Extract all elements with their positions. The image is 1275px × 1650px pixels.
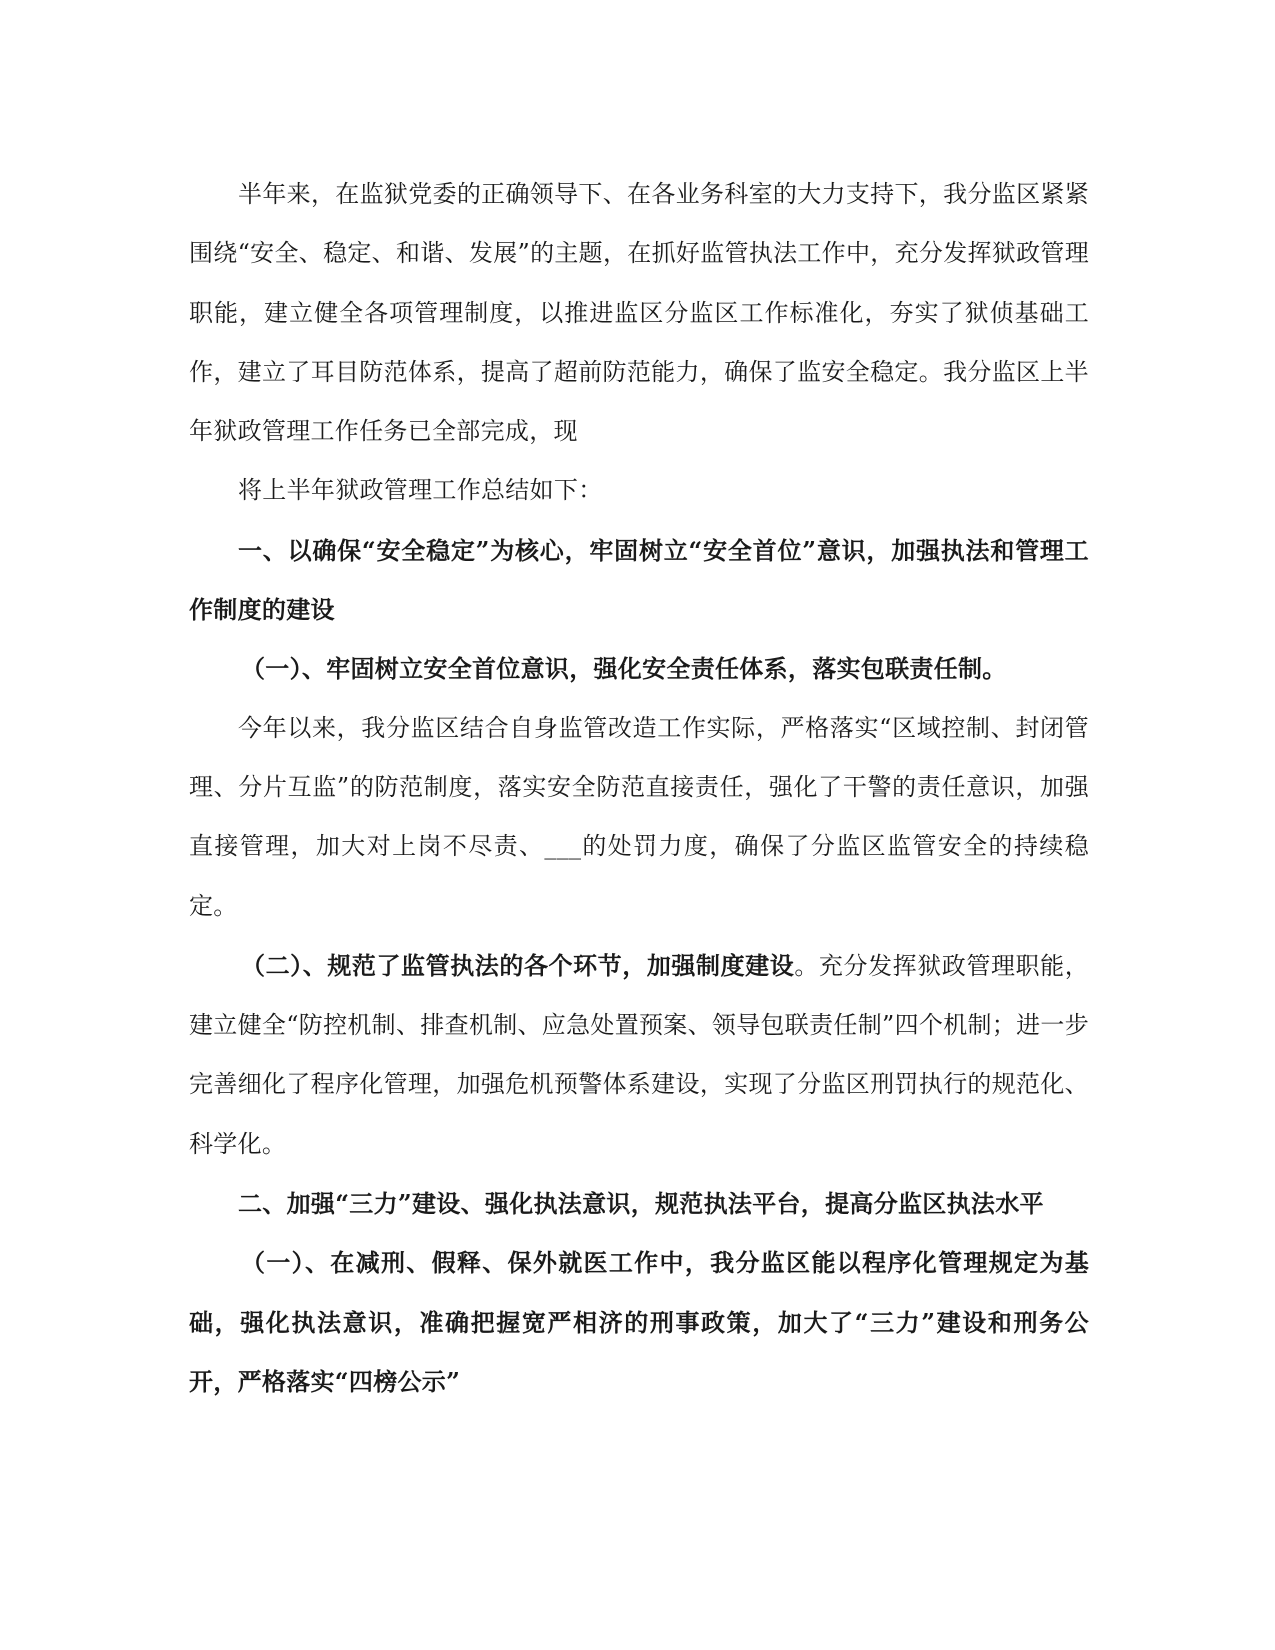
intro-paragraph: 半年来，在监狱党委的正确领导下、在各业务科室的大力支持下，我分监区紧紧围绕“安全、稳定、和谐、发展”的主题，在抓好监管执法工作中，充分发挥狱政管理职能，建立健全各项管理制度，以推进监区分监区工作标准化，夯实了狱侦基础工作，建立了耳目防范体系，提高了超前防范能力，确保了监安全稳定。我分监区上半年狱政管理工作任务已全部完成，现	[189, 180, 1089, 446]
subsection-heading-2-1: （一）、在减刑、假释、保外就医工作中，我分监区能以程序化管理规定为基础，强化执法意识，准确把握宽严相济的刑事政策，加大了“三力”建设和刑务公开，严格落实“四榜公示”	[189, 1248, 1089, 1396]
subsection-body-1-2: 。充分发挥狱政管理职能，建立健全“防控机制、排查机制、应急处置预案、领导包联责任制”四个机制；进一步完善细化了程序化管理，加强危机预警体系建设，实现了分监区刑罚执行的规范化、科学化。	[189, 951, 1089, 1158]
body-paragraph-1-1: 今年以来，我分监区结合自身监管改造工作实际，严格落实“区域控制、封闭管理、分片互监”的防范制度，落实安全防范直接责任，强化了干警的责任意识，加强直接管理，加大对上岗不尽责、___的处罚力度，确保了分监区监管安全的持续稳定。	[189, 713, 1089, 920]
subsection-heading-1-1: （一）、牢固树立安全首位意识，强化安全责任体系，落实包联责任制。	[241, 654, 1007, 684]
section-heading-1: 一、以确保“安全稳定”为核心，牢固树立“安全首位”意识，加强执法和管理工作制度的建设	[189, 535, 1089, 625]
section-heading-2: 二、加强“三力”建设、强化执法意识，规范执法平台，提高分监区执法水平	[238, 1189, 1044, 1219]
subsection-heading-1-2: （二）、规范了监管执法的各个环节，加强制度建设	[241, 950, 795, 980]
subsection-paragraph-1-2	[189, 936, 1089, 1174]
summary-lead-paragraph: 将上半年狱政管理工作总结如下：	[238, 476, 603, 505]
document-body	[189, 165, 1089, 1411]
